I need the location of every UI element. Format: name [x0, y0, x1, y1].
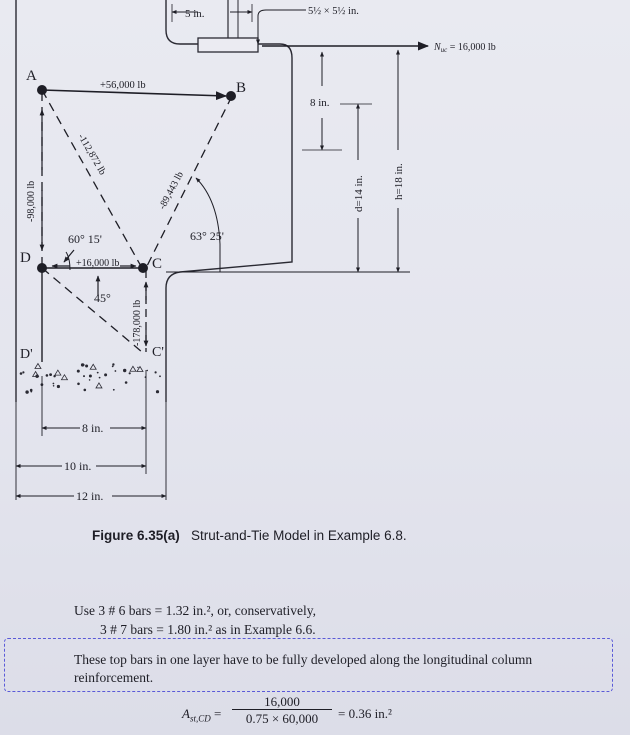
formula-lhs: $A_{st,CD}$ =	[182, 706, 222, 724]
force-dc-label: +16,000 lb	[76, 258, 120, 269]
horizontal-load-arrow	[262, 42, 496, 54]
formula-result: = 0.36 in.²	[338, 706, 392, 721]
force-arrows	[42, 110, 220, 346]
node-b-label: B	[236, 80, 247, 96]
node-a	[37, 85, 47, 95]
strut-dc-prime	[42, 268, 142, 352]
angle-d-label: 60° 15'	[68, 232, 102, 246]
steel-area-formula	[182, 694, 442, 734]
node-d	[37, 263, 47, 273]
node-d-label: D	[20, 250, 31, 266]
force-cc-label: -178,000 lb	[132, 299, 143, 346]
figure-caption	[92, 528, 407, 543]
dim-10-label: 10 in.	[64, 459, 92, 473]
concrete-hatch	[20, 363, 161, 394]
node-b	[226, 91, 236, 101]
text-line-1: Use 3 # 6 bars = 1.32 in.², or, conservatively,	[74, 603, 316, 618]
plate-size-callout	[258, 6, 359, 44]
figure-title: Strut-and-Tie Model in Example 6.8.	[191, 528, 407, 543]
concrete-outline	[16, 0, 292, 402]
dim-d-label: d=14 in.	[353, 175, 365, 212]
dim-8-label: 8 in.	[82, 421, 104, 435]
plate-width-dimension	[172, 4, 252, 22]
node-c-prime-label: C'	[152, 345, 164, 360]
bottom-dimensions	[16, 370, 166, 500]
node-a-label: A	[26, 68, 37, 84]
force-ad-label: -98,000 lb	[26, 180, 37, 222]
node-c	[138, 263, 148, 273]
angle-c-label: 63° 25'	[190, 229, 224, 243]
angle-arcs	[66, 178, 220, 270]
highlight-text: These top bars in one layer have to be fully developed along the longitudinal column reinforcement.	[74, 652, 533, 685]
text-line-2: 3 # 7 bars = 1.80 in.² as in Example 6.6.	[100, 622, 316, 637]
figure-number: Figure 6.35(a)	[92, 528, 180, 543]
bearing-plate	[198, 0, 258, 52]
node-d-prime-label: D'	[20, 347, 33, 362]
dim-h-label: h=18 in.	[393, 163, 405, 200]
formula-numerator: 16,000	[232, 694, 332, 710]
dim-12-label: 12 in.	[76, 489, 104, 503]
force-ab-label: +56,000 lb	[100, 80, 146, 91]
force-ac-label: -112,872 lb	[75, 132, 108, 178]
bar-selection-text	[74, 601, 316, 639]
n-uc-label: $N_{uc} = 16,000$ lb	[434, 42, 496, 54]
plate-size-label: 5½ × 5½ in.	[308, 6, 359, 17]
formula-fraction	[232, 694, 332, 728]
formula-denominator: 0.75 × 60,000	[245, 711, 319, 726]
node-c-label: C	[152, 256, 163, 272]
dim-8-vertical-label: 8 in.	[310, 97, 330, 109]
truss-nodes	[37, 85, 236, 273]
angle-45-label: 45°	[94, 291, 111, 305]
plate-width-label: 5 in.	[185, 8, 205, 20]
force-bc-label: -89,443 lb	[156, 169, 186, 212]
